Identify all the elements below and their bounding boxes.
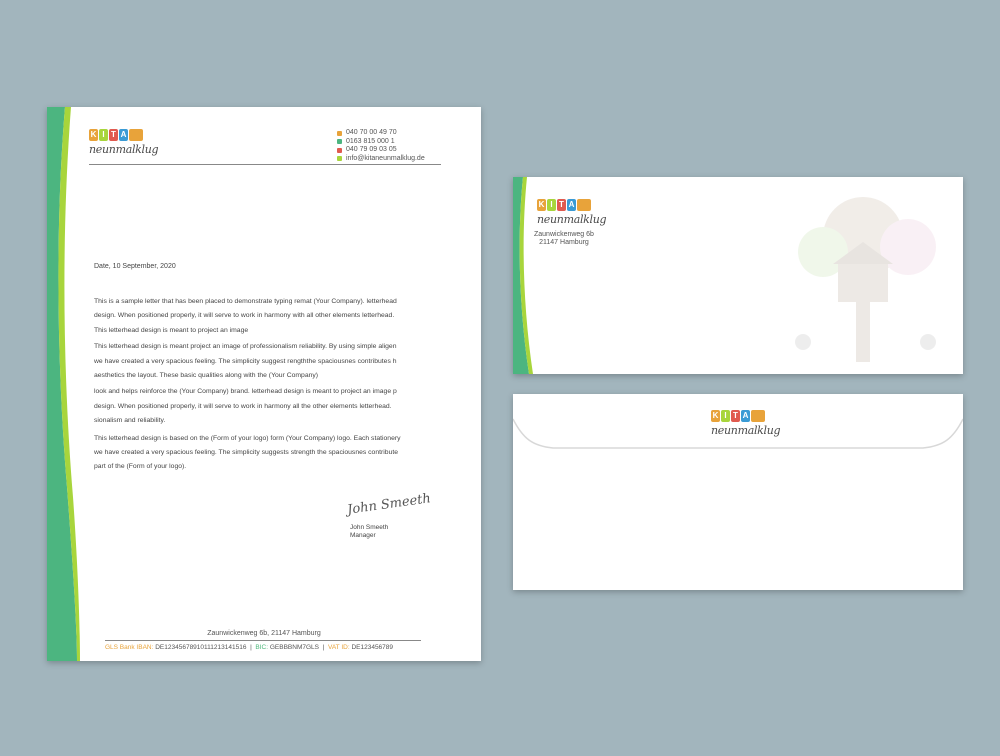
contact-block	[337, 129, 425, 163]
footer-bank-details	[105, 644, 393, 651]
body-line: design. When positioned properly, it will serve to work in harmony all the other elements letterhead.	[94, 402, 392, 410]
logo-wordmark: neunmalklug	[89, 143, 159, 156]
body-line: sionalism and reliability.	[94, 417, 166, 425]
contact-fax: 040 79 09 03 05	[337, 146, 425, 155]
logo-block-a: A	[742, 411, 749, 420]
body-line: This letterhead design is meant project an image of professionalism reliability. By using simple aligen	[94, 343, 397, 351]
header-divider	[89, 164, 441, 165]
logo-block-t: T	[557, 199, 566, 211]
phone-icon	[337, 131, 342, 136]
vat-value: DE123456789	[351, 644, 394, 651]
letter-body	[94, 295, 436, 475]
logo-letter-blocks	[711, 410, 780, 424]
logo-train-icon	[751, 410, 765, 422]
logo-block-i: I	[547, 199, 556, 211]
logo-block-t: T	[109, 129, 118, 141]
logo-letter-blocks	[537, 199, 606, 213]
logo-block-t: T	[731, 410, 740, 422]
logo-block-k: K	[538, 200, 545, 209]
logo-wordmark: neunmalklug	[537, 213, 607, 226]
body-line: part of the (Form of your logo).	[94, 463, 187, 471]
iban-label: GLS Bank IBAN:	[105, 644, 154, 651]
letterhead-sheet	[47, 107, 481, 661]
envelope-front	[513, 177, 963, 374]
bic-value: GEBBBNM7GLS	[269, 644, 320, 651]
logo-wordmark: neunmalklug	[711, 424, 781, 437]
bic-label: BIC:	[255, 644, 269, 651]
logo-block-i: I	[99, 129, 108, 141]
body-line: design. When positioned properly, it will serve to work in harmony with all other elements letterhead.	[94, 312, 395, 320]
separator: |	[322, 644, 325, 651]
vat-label: VAT ID:	[327, 644, 350, 651]
mobile-icon	[337, 139, 342, 144]
body-line: aesthetics the layout. These basic qualities along with the (Your Company)	[94, 372, 319, 380]
body-line: we have created a very spacious feeling. The simplicity suggests strength the spaciousnes contribute	[94, 449, 399, 457]
signer-block	[350, 524, 388, 540]
company-logo	[89, 129, 158, 156]
contact-email: info@kitaneunmalklug.de	[337, 155, 425, 164]
separator: |	[250, 644, 252, 651]
iban-value: DE12345678910111213141516	[155, 644, 247, 651]
address-line: 21147 Hamburg	[539, 239, 589, 246]
logo-block-a: A	[120, 130, 127, 139]
signer-title: Manager	[350, 532, 376, 539]
body-line: This letterhead design is based on the (Form of your logo) form (Your Company) logo. Each stationery	[94, 434, 401, 442]
envelope-return-address	[534, 231, 594, 247]
fax-icon	[337, 148, 342, 153]
logo-block-k: K	[90, 130, 97, 139]
envelope-front-logo	[537, 199, 606, 226]
logo-block-a: A	[568, 200, 575, 209]
body-line: This is a sample letter that has been placed to demonstrate typing remat (Your Company). letterhead	[94, 298, 397, 305]
body-line: we have created a very spacious feeling. The simplicity suggest rengththe spaciousnes contributes h	[94, 357, 397, 365]
logo-letter-blocks	[89, 129, 158, 143]
handwritten-signature: John Smeeth	[346, 491, 432, 518]
body-line: look and helps reinforce the (Your Company) brand. letterhead design is meant to project an image p	[94, 388, 397, 396]
letter-date: Date, 10 September, 2020	[94, 263, 176, 270]
email-icon	[337, 156, 342, 161]
footer-address: Zaunwickenweg 6b, 21147 Hamburg	[207, 630, 321, 637]
treehouse-watermark-icon	[768, 192, 958, 372]
logo-train-icon	[577, 199, 591, 211]
contact-mobile: 0163 815 000 1	[337, 138, 425, 147]
logo-block-k: K	[712, 411, 719, 420]
envelope-back-logo	[711, 410, 780, 437]
footer-divider	[105, 640, 421, 641]
envelope-back	[513, 394, 963, 590]
logo-block-i: I	[721, 410, 730, 422]
contact-phone: 040 70 00 49 70	[337, 129, 425, 138]
body-line: This letterhead design is meant to project an image	[94, 326, 249, 334]
address-line: Zaunwickenweg 6b	[534, 231, 594, 238]
signer-name: John Smeeth	[350, 524, 389, 531]
logo-train-icon	[129, 129, 143, 141]
